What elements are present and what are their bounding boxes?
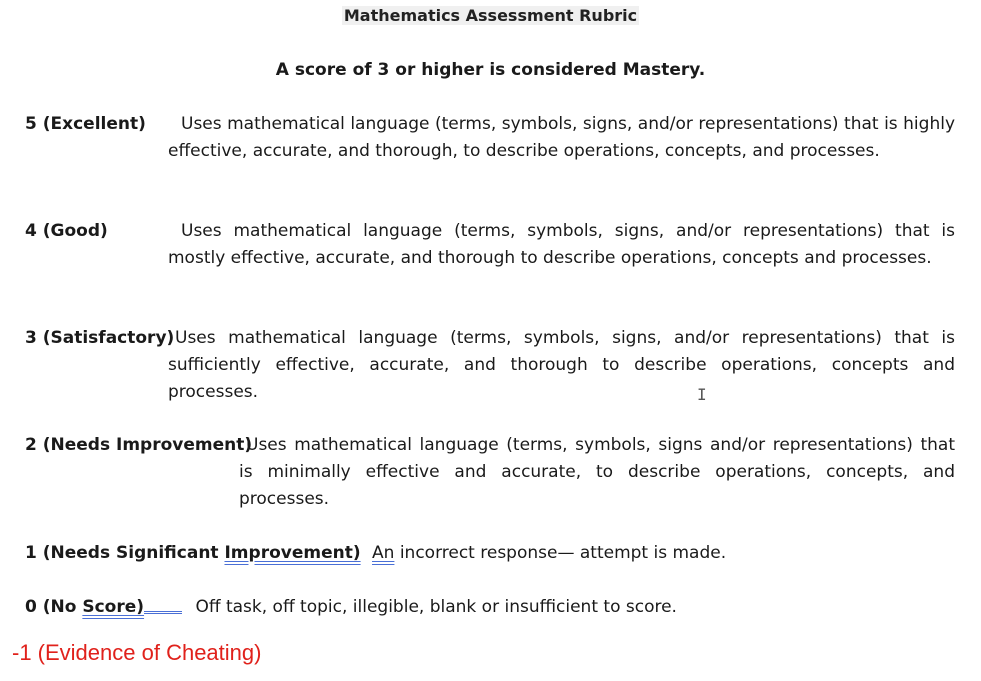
level-label: 3 (Satisfactory) [25, 328, 175, 348]
level-label: 2 (Needs Improvement) [25, 435, 253, 455]
cheating-note: -1 (Evidence of Cheating) [12, 640, 262, 665]
rubric-level-1 [25, 543, 726, 563]
rubric-level-2 [25, 432, 955, 514]
rubric-level-5 [25, 111, 955, 193]
level-label: 0 (No Score) [25, 597, 145, 617]
rubric-level-0 [25, 596, 677, 617]
level-description: Uses mathematical language (terms, symbols, signs, and/or representations) that is sufficiently effective, accurate, and thorough to describe operations, concepts and processes. [168, 328, 955, 402]
mastery-note: A score of 3 or higher is considered Mastery. [275, 60, 706, 80]
rubric-level-4 [25, 218, 955, 300]
document-title [0, 6, 981, 25]
level-description: Off task, off topic, illegible, blank or insufficient to score. [195, 597, 677, 617]
spellcheck-underline: Score) [82, 597, 145, 617]
level-label: 4 (Good) [25, 221, 108, 241]
level-description: Uses mathematical language (terms, symbols, signs and/or representations) that is minimally effective and accurate, to describe operations, concepts, and processes. [239, 435, 955, 509]
spellcheck-underline-desc: An [372, 543, 395, 563]
text-cursor-icon: I [697, 385, 707, 404]
document-title-text: Mathematics Assessment Rubric [343, 6, 638, 25]
level-description: incorrect response— attempt is made. [399, 543, 727, 563]
rubric-level-3 [25, 325, 955, 407]
level-description: Uses mathematical language (terms, symbols, signs, and/or representations) that is mostly effective, accurate, and thorough to describe operations, concepts and processes. [168, 221, 955, 268]
level-label: 5 (Excellent) [25, 114, 146, 134]
level-label: 1 (Needs Significant Improvement) [25, 543, 361, 563]
spellcheck-underline: Improvement) [224, 543, 361, 563]
level-description: Uses mathematical language (terms, symbols, signs, and/or representations) that is highly effective, accurate, and thorough, to describe operations, concepts, and processes. [168, 114, 955, 161]
underlined-gap [144, 596, 182, 614]
